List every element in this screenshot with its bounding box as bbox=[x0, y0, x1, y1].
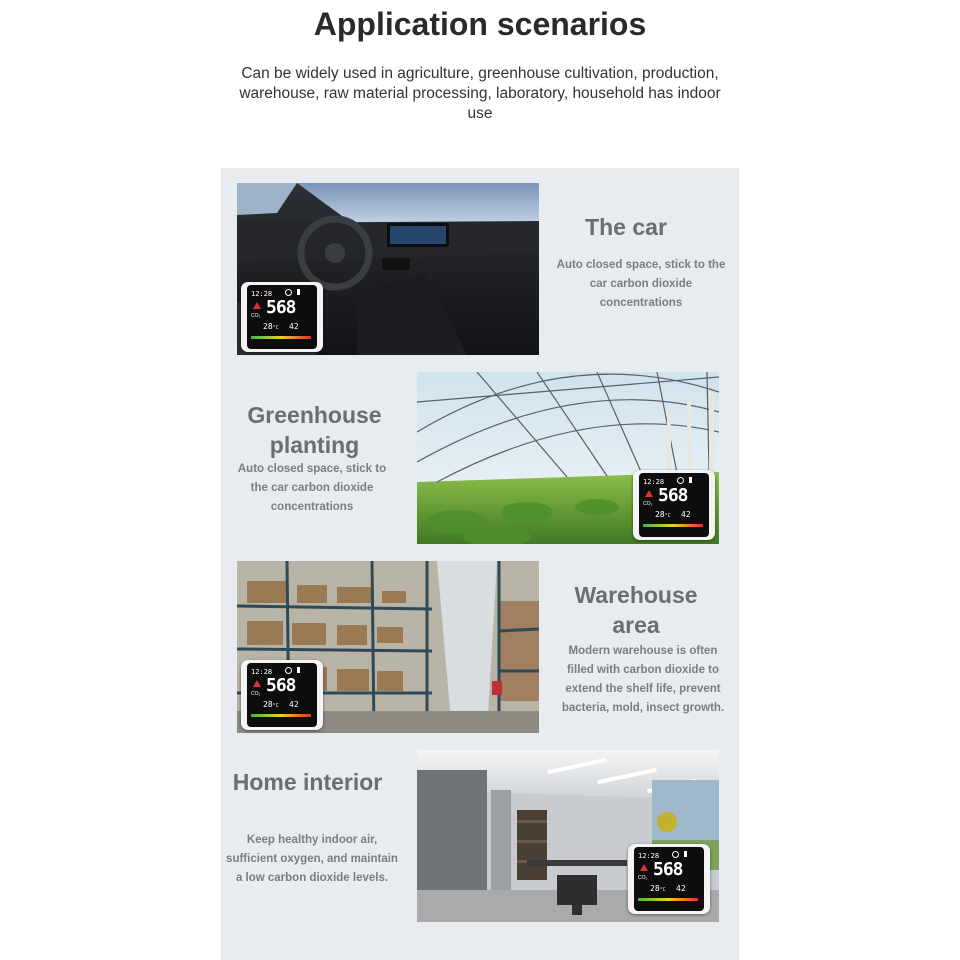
scenario-title-car: The car bbox=[585, 214, 667, 240]
device-co2-label: CO₂ bbox=[251, 313, 261, 319]
scenario-title-warehouse: Warehouse area bbox=[574, 582, 698, 638]
co2-monitor-device bbox=[241, 660, 323, 730]
device-temp: 28°C bbox=[655, 510, 671, 519]
page-title: Application scenarios bbox=[313, 6, 647, 42]
device-temp: 28°C bbox=[263, 322, 279, 331]
co2-level-bar bbox=[638, 898, 698, 901]
co2-monitor-device bbox=[628, 844, 710, 914]
device-co2-value: 568 bbox=[658, 485, 688, 506]
device-humidity: 42 bbox=[681, 510, 691, 519]
co2-level-bar bbox=[251, 714, 311, 717]
battery-icon bbox=[684, 851, 687, 857]
scenario-title-home: Home interior bbox=[232, 769, 383, 795]
device-co2-value: 568 bbox=[266, 675, 296, 696]
co2-monitor-device bbox=[633, 470, 715, 540]
wifi-icon bbox=[285, 289, 292, 296]
device-co2-label: CO₂ bbox=[251, 691, 261, 697]
wifi-icon bbox=[285, 667, 292, 674]
device-temp: 28°C bbox=[650, 884, 666, 893]
scenario-desc-home: Keep healthy indoor air, sufficient oxygen, and maintain a low carbon dioxide levels. bbox=[226, 834, 398, 884]
device-time: 12:28 bbox=[251, 668, 273, 676]
battery-icon bbox=[297, 289, 300, 295]
co2-monitor-device bbox=[241, 282, 323, 352]
device-co2-value: 568 bbox=[266, 297, 296, 318]
battery-icon bbox=[297, 667, 300, 673]
battery-icon bbox=[689, 477, 692, 483]
co2-level-bar bbox=[251, 336, 311, 339]
device-humidity: 42 bbox=[289, 322, 299, 331]
device-time: 12:28 bbox=[643, 478, 665, 486]
warning-icon bbox=[645, 490, 653, 497]
device-time: 12:28 bbox=[638, 852, 660, 860]
device-co2-label: CO₂ bbox=[638, 875, 648, 881]
warning-icon bbox=[253, 302, 261, 309]
device-humidity: 42 bbox=[676, 884, 686, 893]
device-co2-label: CO₂ bbox=[643, 501, 653, 507]
warning-icon bbox=[253, 680, 261, 687]
scenario-title-greenhouse: Greenhouse planting bbox=[247, 402, 382, 458]
scenario-desc-car: Auto closed space, stick to the car carbon dioxide concentrations bbox=[556, 259, 726, 309]
wifi-icon bbox=[677, 477, 684, 484]
device-time: 12:28 bbox=[251, 290, 273, 298]
co2-level-bar bbox=[643, 524, 703, 527]
wifi-icon bbox=[672, 851, 679, 858]
warning-icon bbox=[640, 864, 648, 871]
page-subtitle: Can be widely used in agriculture, greenhouse cultivation, production, warehouse, raw material processing, laboratory, household has indoor use bbox=[239, 65, 721, 122]
device-temp: 28°C bbox=[263, 700, 279, 709]
device-co2-value: 568 bbox=[653, 859, 683, 880]
device-humidity: 42 bbox=[289, 700, 299, 709]
scenario-desc-greenhouse: Auto closed space, stick to the car carbon dioxide concentrations bbox=[237, 463, 387, 513]
scenario-desc-warehouse: Modern warehouse is often filled with carbon dioxide to extend the shelf life, prevent bacteria, mold, insect growth. bbox=[561, 645, 725, 714]
